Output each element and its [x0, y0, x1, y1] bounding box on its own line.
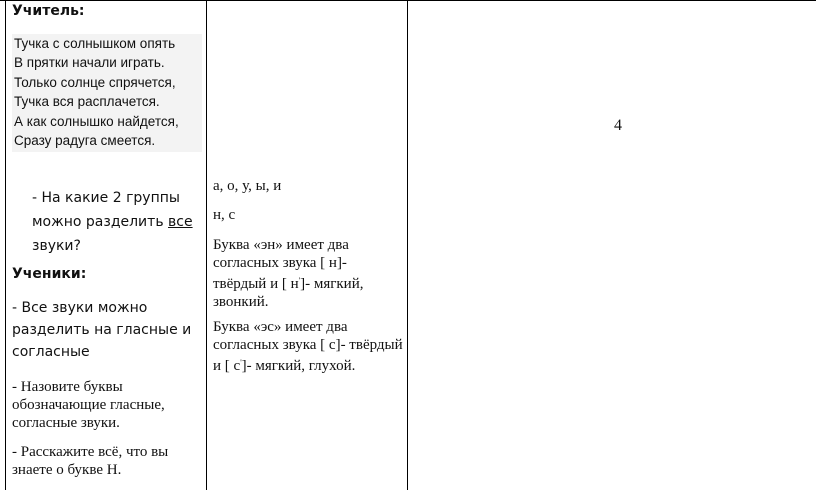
consonant-letters: н, с — [213, 207, 236, 223]
students-label: Ученики: — [12, 266, 87, 282]
question-groups — [32, 186, 202, 258]
left-cell — [0, 0, 206, 490]
letter-n-text-b: ]- мягкий, звонкий. — [213, 276, 364, 310]
question-letter-n: - Расскажите всё, что вы знаете о букве Н. — [12, 444, 169, 478]
poem-line: Тучка вся расплачется. — [14, 94, 160, 110]
vowel-letters: а, о, у, ы, и — [213, 178, 282, 194]
poem-line: Только солнце спрячется, — [14, 74, 176, 90]
teacher-label: Учитель: — [12, 3, 85, 19]
soft-sign-mark: ' — [240, 358, 242, 367]
letter-n-text-a: Буква «эн» имеет два согласных звука [ н]- твёрдый и [ н — [213, 237, 349, 292]
poem-block — [12, 34, 202, 152]
poem-line: Сразу радуга смеется. — [14, 132, 156, 148]
middle-cell — [207, 0, 407, 490]
letter-s-description — [213, 318, 403, 375]
answer-groups: - Все звуки можно разделить на гласные и согласные — [12, 300, 192, 360]
right-cell — [408, 0, 816, 490]
poem-line: А как солнышко найдется, — [14, 113, 179, 129]
soft-sign-mark: ' — [298, 276, 301, 285]
question-groups-underlined: все — [168, 214, 193, 230]
question-letters: - Назовите буквы обозначающие гласные, согласные звуки. — [12, 379, 165, 431]
question-groups-text-b: звуки? — [32, 238, 81, 254]
letter-n-description — [213, 236, 403, 311]
poem-line: Тучка с солнышком опять — [14, 36, 176, 51]
poem-line: В прятки начали играть. — [14, 55, 165, 71]
letter-s-text-a: Буква «эс» имеет два согласных звука [ с]- твёрдый и [ с — [213, 319, 403, 374]
question-groups-text-a: - На какие 2 группы можно разделить — [32, 190, 180, 230]
step-number: 4 — [614, 117, 622, 134]
letter-s-text-b: ]- мягкий, глухой. — [241, 358, 356, 374]
